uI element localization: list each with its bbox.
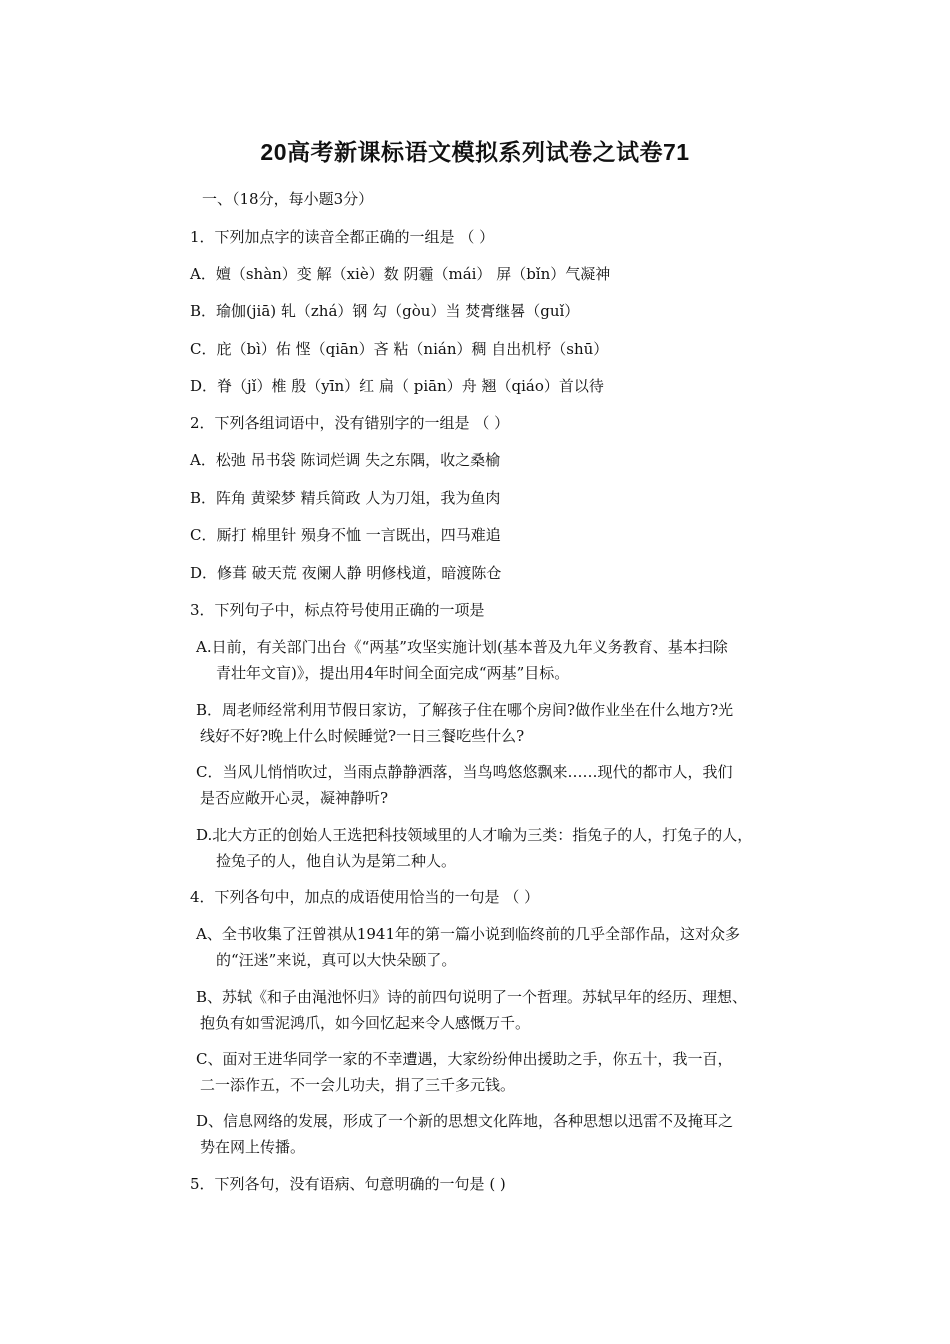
q4-option-c: C、面对王进华同学一家的不幸遭遇，大家纷纷伸出援助之手，你五十，我一百， 二一添作五，不一会儿功夫，捐了三千多元钱。 (196, 1050, 733, 1094)
q3-option-d: D.北大方正的创始人王选把科技领域里的人才喻为三类：指兔子的人，打兔子的人， 捡兔子的人，他自认为是第二种人。 (196, 826, 753, 870)
q4-option-d: D、信息网络的发展，形成了一个新的思想文化阵地，各种思想以迅雷不及掩耳之 势在网上传播。 (196, 1112, 734, 1156)
section-heading: 一、（18分，每小题3分） (202, 190, 374, 208)
question-5: 5．下列各句，没有语病、句意明确的一句是 ( ) (190, 1175, 506, 1193)
q2-option-c: C．厮打 棉里针 殒身不恤 一言既出，四马难追 (190, 526, 501, 544)
q1-option-c: C．庇（bì）佑 悭（qiān）吝 粘（nián）稠 自出机杼（shū） (190, 340, 609, 358)
q3-option-c: C．当风儿悄悄吹过，当雨点静静洒落，当鸟鸣悠悠飘来……现代的都市人，我们 是否应敞开心灵，凝神静听? (196, 763, 733, 807)
q1-option-b: B．瑜伽(jiā) 轧（zhá）钢 勾（gòu）当 焚膏继晷（guǐ） (190, 302, 580, 320)
question-4: 4．下列各句中，加点的成语使用恰当的一句是 （ ） (190, 888, 540, 906)
q2-option-b: B．阵角 黄梁梦 精兵简政 人为刀俎，我为鱼肉 (190, 489, 501, 507)
q1-option-a: A．嬗（shàn）变 解（xiè）数 阴霾（mái） 屏（bǐn）气凝神 (190, 265, 611, 283)
question-2: 2．下列各组词语中，没有错别字的一组是 （ ） (190, 414, 510, 432)
q2-option-d: D．修葺 破天荒 夜阑人静 明修栈道，暗渡陈仓 (190, 564, 502, 582)
question-1: 1．下列加点字的读音全都正确的一组是 （ ） (190, 228, 495, 246)
q4-option-a: A、全书收集了汪曾祺从1941年的第一篇小说到临终前的几乎全部作品，这对众多 的“汪迷”来说，真可以大快朵颐了。 (196, 925, 741, 969)
q4-option-b: B、苏轼《和子由渑池怀归》诗的前四句说明了一个哲理。苏轼早年的经历、理想、 抱负有如雪泥鸿爪，如今回忆起来令人感慨万千。 (196, 988, 748, 1032)
q3-option-b: B．周老师经常利用节假日家访，了解孩子住在哪个房间?做作业坐在什么地方?光 线好不好?晚上什么时候睡觉?一日三餐吃些什么? (196, 701, 734, 745)
q2-option-a: A．松弛 吊书袋 陈词烂调 失之东隅，收之桑榆 (190, 451, 501, 469)
page-title: 20高考新课标语文模拟系列试卷之试卷71 (260, 139, 690, 165)
q1-option-d: D．脊（jǐ）椎 殷（yīn）红 扁（ piān）舟 翘（qiáo）首以待 (190, 377, 604, 395)
question-3: 3．下列句子中，标点符号使用正确的一项是 (190, 601, 485, 619)
q3-option-a: A.日前，有关部门出台《“两基”攻坚实施计划(基本普及九年义务教育、基本扫除 青壮年文盲)》，提出用4年时间全面完成“两基”目标。 (196, 638, 728, 682)
